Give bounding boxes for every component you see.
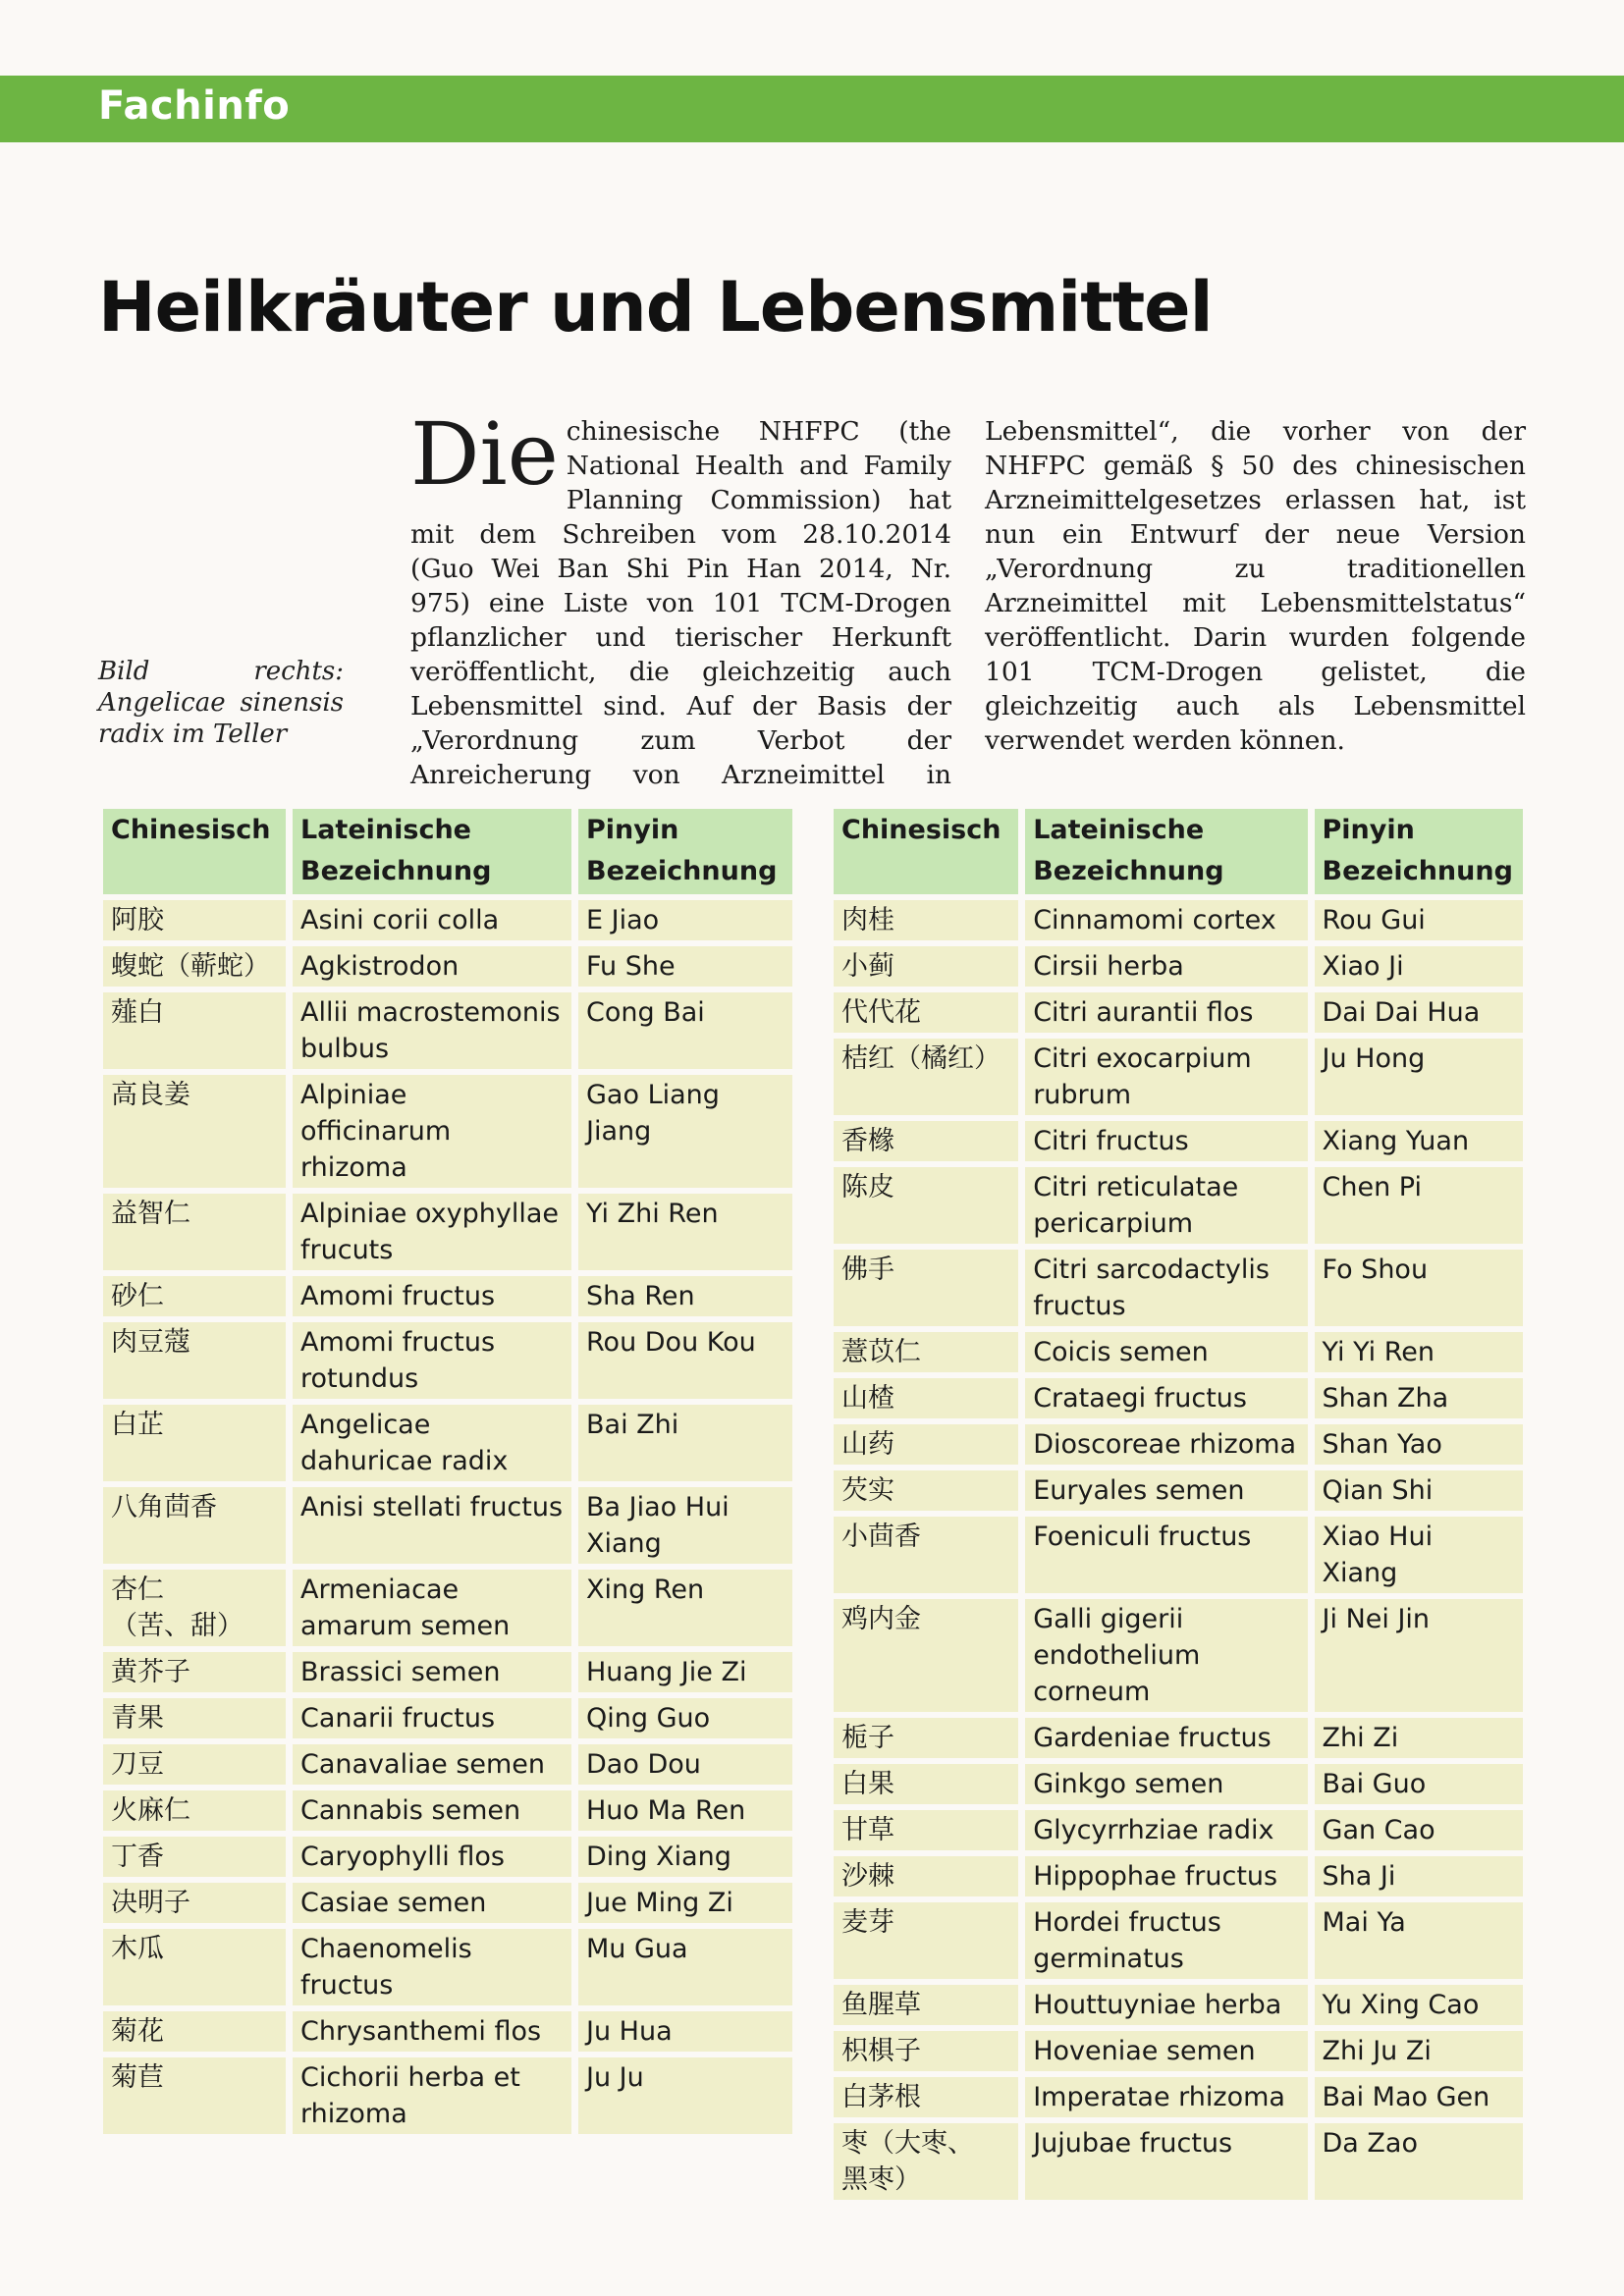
- cell-chinese: 甘草: [834, 1810, 1018, 1850]
- cell-pinyin: Xiang Yuan: [1315, 1121, 1523, 1161]
- table-row: [834, 1470, 1523, 1511]
- cell-latin: Coicis semen: [1025, 1332, 1307, 1372]
- cell-latin: Hoveniae semen: [1025, 2031, 1307, 2071]
- cell-latin: Crataegi fructus: [1025, 1378, 1307, 1418]
- cell-latin: Imperatae rhizoma: [1025, 2077, 1307, 2117]
- cell-latin: Citri sarcodactylis fructus: [1025, 1250, 1307, 1326]
- cell-latin: Foeniculi fructus: [1025, 1517, 1307, 1593]
- cell-chinese: 沙棘: [834, 1856, 1018, 1896]
- table-row: [103, 1929, 792, 2005]
- cell-latin: Agkistrodon: [293, 946, 571, 987]
- table-row: [834, 946, 1523, 987]
- cell-pinyin: Bai Mao Gen: [1315, 2077, 1523, 2117]
- cell-latin: Cirsii herba: [1025, 946, 1307, 987]
- cell-latin: Hippophae fructus: [1025, 1856, 1307, 1896]
- herb-table-left: [96, 803, 799, 2140]
- cell-chinese: 小蓟: [834, 946, 1018, 987]
- cell-pinyin: Zhi Ju Zi: [1315, 2031, 1523, 2071]
- table-row: [834, 1764, 1523, 1804]
- cell-latin: Cichorii herba et rhizoma: [293, 2057, 571, 2134]
- table-row: [103, 1883, 792, 1923]
- cell-chinese: 薏苡仁: [834, 1332, 1018, 1372]
- cell-chinese: 枳椇子: [834, 2031, 1018, 2071]
- cell-chinese: 佛手: [834, 1250, 1018, 1326]
- table-row: [103, 1194, 792, 1270]
- cell-pinyin: Ba Jiao Hui Xiang: [578, 1487, 792, 1564]
- header-latin: Lateinische Bezeichnung: [1025, 809, 1307, 894]
- cell-chinese: 小茴香: [834, 1517, 1018, 1593]
- table-row: [103, 1276, 792, 1316]
- cell-chinese: 枣（大枣、 黑枣）: [834, 2123, 1018, 2200]
- section-banner: [0, 76, 1624, 142]
- cell-pinyin: Fu She: [578, 946, 792, 987]
- cell-pinyin: Qian Shi: [1315, 1470, 1523, 1511]
- section-label: Fachinfo: [98, 83, 291, 129]
- cell-pinyin: Rou Gui: [1315, 900, 1523, 940]
- cell-pinyin: Yi Zhi Ren: [578, 1194, 792, 1270]
- cell-pinyin: Mai Ya: [1315, 1902, 1523, 1979]
- table-row: [834, 1985, 1523, 2025]
- cell-pinyin: E Jiao: [578, 900, 792, 940]
- cell-chinese: 白茅根: [834, 2077, 1018, 2117]
- cell-chinese: 麦芽: [834, 1902, 1018, 1979]
- table-row: [834, 1517, 1523, 1593]
- cell-pinyin: Jue Ming Zi: [578, 1883, 792, 1923]
- table-row: [834, 1718, 1523, 1758]
- table-row: [103, 1790, 792, 1831]
- table-row: [834, 2077, 1523, 2117]
- table-row: [103, 2057, 792, 2134]
- cell-pinyin: Bai Zhi: [578, 1405, 792, 1481]
- cell-chinese: 丁香: [103, 1837, 286, 1877]
- cell-latin: Alpiniae officinarum rhizoma: [293, 1075, 571, 1188]
- cell-pinyin: Sha Ren: [578, 1276, 792, 1316]
- table-row: [834, 2123, 1523, 2200]
- table-row: [834, 1250, 1523, 1326]
- cell-latin: Gardeniae fructus: [1025, 1718, 1307, 1758]
- cell-chinese: 陈皮: [834, 1167, 1018, 1244]
- cell-latin: Hordei fructus germinatus: [1025, 1902, 1307, 1979]
- cell-chinese: 薤白: [103, 992, 286, 1069]
- cell-latin: Citri fructus: [1025, 1121, 1307, 1161]
- cell-latin: Houttuyniae herba: [1025, 1985, 1307, 2025]
- cell-pinyin: Shan Yao: [1315, 1424, 1523, 1465]
- table-row: [834, 1332, 1523, 1372]
- cell-pinyin: Ju Ju: [578, 2057, 792, 2134]
- table-row: [103, 1570, 792, 1646]
- cell-latin: Galli gigerii endothelium corneum: [1025, 1599, 1307, 1712]
- cell-chinese: 砂仁: [103, 1276, 286, 1316]
- cell-latin: Alpiniae oxyphyllae frucuts: [293, 1194, 571, 1270]
- cell-latin: Jujubae fructus: [1025, 2123, 1307, 2200]
- table-row: [834, 1902, 1523, 1979]
- cell-latin: Glycyrrhziae radix: [1025, 1810, 1307, 1850]
- drop-cap: Die: [410, 403, 559, 505]
- header-pinyin: Pinyin Bezeichnung: [1315, 809, 1523, 894]
- header-chinese: Chinesisch: [834, 809, 1018, 894]
- herb-table-right: [827, 803, 1530, 2206]
- cell-latin: Allii macrostemonis bulbus: [293, 992, 571, 1069]
- cell-chinese: 白果: [834, 1764, 1018, 1804]
- cell-chinese: 青果: [103, 1698, 286, 1738]
- table-header-row: [103, 809, 792, 894]
- cell-latin: Canarii fructus: [293, 1698, 571, 1738]
- cell-pinyin: Shan Zha: [1315, 1378, 1523, 1418]
- cell-pinyin: Da Zao: [1315, 2123, 1523, 2200]
- cell-chinese: 阿胶: [103, 900, 286, 940]
- cell-latin: Cinnamomi cortex: [1025, 900, 1307, 940]
- table-row: [834, 1378, 1523, 1418]
- table-row: [834, 900, 1523, 940]
- cell-chinese: 决明子: [103, 1883, 286, 1923]
- cell-latin: Casiae semen: [293, 1883, 571, 1923]
- header-pinyin: Pinyin Bezeichnung: [578, 809, 792, 894]
- cell-chinese: 菊苣: [103, 2057, 286, 2134]
- table-row: [103, 2011, 792, 2052]
- cell-pinyin: Xing Ren: [578, 1570, 792, 1646]
- cell-pinyin: Sha Ji: [1315, 1856, 1523, 1896]
- table-header-row: [834, 809, 1523, 894]
- table-row: [103, 1075, 792, 1188]
- cell-chinese: 菊花: [103, 2011, 286, 2052]
- cell-pinyin: Gao Liang Jiang: [578, 1075, 792, 1188]
- cell-pinyin: Huang Jie Zi: [578, 1652, 792, 1692]
- cell-latin: Chrysanthemi flos: [293, 2011, 571, 2052]
- cell-pinyin: Ding Xiang: [578, 1837, 792, 1877]
- table-row: [103, 1744, 792, 1785]
- cell-pinyin: Rou Dou Kou: [578, 1322, 792, 1399]
- cell-chinese: 肉桂: [834, 900, 1018, 940]
- cell-chinese: 山楂: [834, 1378, 1018, 1418]
- table-row: [103, 992, 792, 1069]
- table-row: [103, 1652, 792, 1692]
- cell-latin: Asini corii colla: [293, 900, 571, 940]
- table-row: [103, 1322, 792, 1399]
- cell-latin: Angelicae dahuricae radix: [293, 1405, 571, 1481]
- table-row: [103, 1405, 792, 1481]
- cell-chinese: 桔红（橘红）: [834, 1039, 1018, 1115]
- cell-pinyin: Yu Xing Cao: [1315, 1985, 1523, 2025]
- herb-table-right-body: [834, 900, 1523, 2200]
- cell-latin: Caryophylli flos: [293, 1837, 571, 1877]
- cell-chinese: 黄芥子: [103, 1652, 286, 1692]
- cell-chinese: 八角茴香: [103, 1487, 286, 1564]
- herb-table-left-body: [103, 900, 792, 2134]
- table-row: [834, 1167, 1523, 1244]
- cell-pinyin: Xiao Ji: [1315, 946, 1523, 987]
- cell-chinese: 白芷: [103, 1405, 286, 1481]
- header-latin: Lateinische Bezeichnung: [293, 809, 571, 894]
- cell-latin: Euryales semen: [1025, 1470, 1307, 1511]
- cell-chinese: 栀子: [834, 1718, 1018, 1758]
- table-row: [834, 1856, 1523, 1896]
- table-row: [834, 1599, 1523, 1712]
- cell-chinese: 香橼: [834, 1121, 1018, 1161]
- cell-pinyin: Ji Nei Jin: [1315, 1599, 1523, 1712]
- cell-chinese: 火麻仁: [103, 1790, 286, 1831]
- table-row: [834, 1810, 1523, 1850]
- cell-latin: Ginkgo semen: [1025, 1764, 1307, 1804]
- cell-latin: Dioscoreae rhizoma: [1025, 1424, 1307, 1465]
- cell-chinese: 蝮蛇（蕲蛇）: [103, 946, 286, 987]
- cell-latin: Canavaliae semen: [293, 1744, 571, 1785]
- image-caption: Bild rechts: Angelicae sinensis radix im Teller: [98, 657, 344, 749]
- cell-latin: Chaenomelis fructus: [293, 1929, 571, 2005]
- cell-pinyin: Chen Pi: [1315, 1167, 1523, 1244]
- cell-pinyin: Bai Guo: [1315, 1764, 1523, 1804]
- intro-text: [410, 403, 1526, 792]
- table-row: [834, 1424, 1523, 1465]
- cell-pinyin: Dai Dai Hua: [1315, 992, 1523, 1033]
- intro-body: chinesische NHFPC (the National Health and Family Planning Commission) hat mit dem Schreiben vom 28.10.2014 (Guo Wei Ban Shi Pin Han 2014, Nr. 975) eine Liste von 101 TCM-Drogen pflanzlicher und tierischer Herkunft veröffentlicht, die gleichzeitig auch Lebensmittel sind. Auf der Basis der „Verordnung zum Verbot der Anreicherung von Arzneimittel in Lebensmittel“, die vorher von der NHFPC gemäß § 50 des chinesischen Arzneimittelgesetzes erlassen hat, ist nun ein Entwurf der neue Version „Verordnung zu traditionellen Arzneimittel mit Lebensmittelstatus“ veröffentlicht. Darin wurden folgende 101 TCM-Drogen gelistet, die gleichzeitig auch als Lebensmittel verwendet werden können.: [410, 416, 1526, 790]
- cell-pinyin: Xiao Hui Xiang: [1315, 1517, 1523, 1593]
- table-row: [103, 900, 792, 940]
- table-row: [103, 946, 792, 987]
- cell-pinyin: Dao Dou: [578, 1744, 792, 1785]
- cell-chinese: 鸡内金: [834, 1599, 1018, 1712]
- cell-latin: Cannabis semen: [293, 1790, 571, 1831]
- cell-chinese: 杏仁 （苦、甜）: [103, 1570, 286, 1646]
- cell-chinese: 代代花: [834, 992, 1018, 1033]
- cell-chinese: 芡实: [834, 1470, 1018, 1511]
- cell-pinyin: Cong Bai: [578, 992, 792, 1069]
- cell-chinese: 山药: [834, 1424, 1018, 1465]
- cell-pinyin: Mu Gua: [578, 1929, 792, 2005]
- cell-pinyin: Zhi Zi: [1315, 1718, 1523, 1758]
- cell-chinese: 木瓜: [103, 1929, 286, 2005]
- cell-latin: Armeniacae amarum semen: [293, 1570, 571, 1646]
- table-row: [834, 2031, 1523, 2071]
- cell-pinyin: Yi Yi Ren: [1315, 1332, 1523, 1372]
- cell-latin: Anisi stellati fructus: [293, 1487, 571, 1564]
- cell-pinyin: Fo Shou: [1315, 1250, 1523, 1326]
- article-title: Heilkräuter und Lebensmittel: [98, 267, 1213, 347]
- cell-chinese: 益智仁: [103, 1194, 286, 1270]
- cell-latin: Citri aurantii flos: [1025, 992, 1307, 1033]
- cell-latin: Citri exocarpium rubrum: [1025, 1039, 1307, 1115]
- cell-pinyin: Ju Hua: [578, 2011, 792, 2052]
- table-row: [103, 1487, 792, 1564]
- table-row: [103, 1837, 792, 1877]
- cell-latin: Citri reticulatae pericarpium: [1025, 1167, 1307, 1244]
- cell-pinyin: Ju Hong: [1315, 1039, 1523, 1115]
- cell-chinese: 刀豆: [103, 1744, 286, 1785]
- cell-latin: Amomi fructus rotundus: [293, 1322, 571, 1399]
- header-chinese: Chinesisch: [103, 809, 286, 894]
- cell-chinese: 高良姜: [103, 1075, 286, 1188]
- cell-chinese: 鱼腥草: [834, 1985, 1018, 2025]
- table-row: [834, 1121, 1523, 1161]
- cell-latin: Amomi fructus: [293, 1276, 571, 1316]
- cell-latin: Brassici semen: [293, 1652, 571, 1692]
- cell-chinese: 肉豆蔻: [103, 1322, 286, 1399]
- cell-pinyin: Huo Ma Ren: [578, 1790, 792, 1831]
- cell-pinyin: Qing Guo: [578, 1698, 792, 1738]
- table-row: [834, 1039, 1523, 1115]
- table-row: [834, 992, 1523, 1033]
- table-row: [103, 1698, 792, 1738]
- cell-pinyin: Gan Cao: [1315, 1810, 1523, 1850]
